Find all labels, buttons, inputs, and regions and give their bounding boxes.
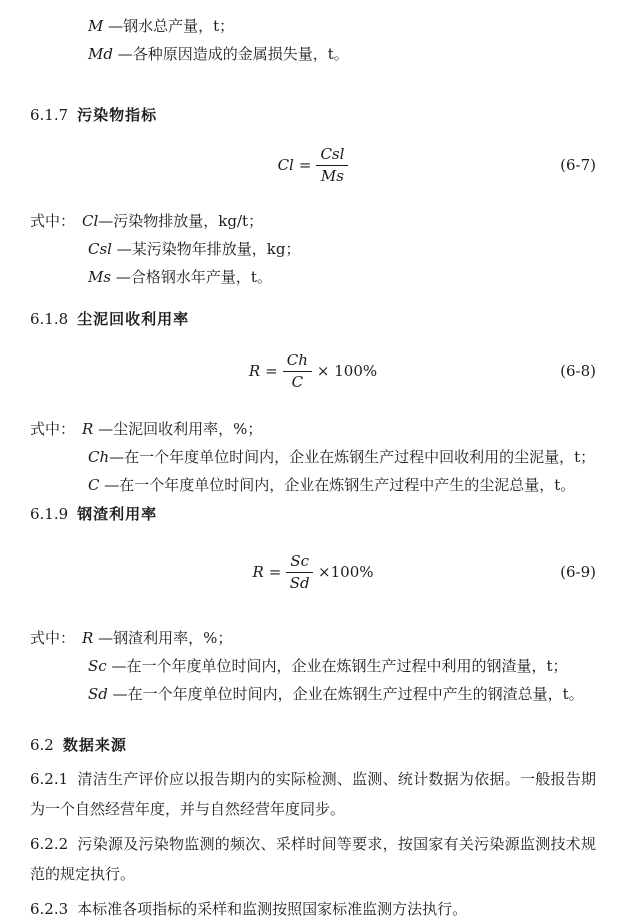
section-title: 钢渣利用率 (77, 505, 158, 523)
formula-6-7 (30, 137, 596, 193)
definition-text: —污染物排放量，kg/t； (98, 212, 264, 230)
section-number: 6.1.8 (30, 310, 69, 328)
paragraph-623 (30, 894, 596, 924)
variable-symbol: Ch (88, 448, 110, 466)
equation-number: (6-7) (560, 156, 596, 174)
definition-text: —钢渣利用率，%； (93, 629, 233, 647)
equals-sign: = (298, 156, 312, 174)
where-line (30, 443, 596, 471)
where-line (30, 415, 596, 443)
definition-line-md (30, 40, 596, 68)
definition-text: —在一个年度单位时间内，企业在炼钢生产过程中产生的钢渣总量，t。 (107, 685, 584, 703)
where-line (30, 680, 596, 708)
where-line (30, 235, 596, 263)
paragraph-622 (30, 829, 596, 889)
paragraph-text: 清洁生产评价应以报告期内的实际检测、监测、统计数据为依据。一般报告期为一个自然经营年度，并与自然经营年度同步。 (30, 770, 596, 818)
variable-symbol: Ms (88, 268, 112, 286)
variable-symbol: R (82, 629, 94, 647)
formula-6-8 (30, 343, 596, 399)
section-number: 6.1.7 (30, 106, 69, 124)
equation-lhs: R (248, 362, 261, 380)
fraction (283, 352, 312, 391)
equation (278, 146, 349, 185)
where-line (30, 207, 596, 235)
definition-text: —各种原因造成的金属损失量，t。 (112, 45, 349, 63)
equation-lhs: R (252, 563, 264, 581)
where-line (30, 263, 596, 291)
paragraph-number: 6.2.3 (30, 900, 69, 918)
formula-6-9 (30, 544, 596, 600)
section-number: 6.2 (30, 736, 54, 754)
variable-symbol: R (82, 420, 94, 438)
formula-suffix: ×100% (318, 563, 374, 581)
section-title: 尘泥回收利用率 (77, 310, 190, 328)
variable-symbol: Md (88, 45, 113, 63)
definition-text: —尘泥回收利用率，%； (93, 420, 263, 438)
where-line (30, 471, 596, 499)
variable-symbol: C (88, 476, 100, 494)
section-heading-618 (30, 306, 596, 333)
variable-symbol: Sc (88, 657, 107, 675)
where-line (30, 624, 596, 652)
definition-text: —在一个年度单位时间内，企业在炼钢生产过程中产生的尘泥总量，t。 (99, 476, 576, 494)
variable-symbol: M (88, 17, 104, 35)
fraction-numerator: Sc (286, 553, 313, 573)
fraction (316, 146, 348, 185)
where-label: 式中： (30, 629, 76, 647)
equals-sign: = (268, 563, 282, 581)
variable-symbol: Cl (82, 212, 99, 230)
paragraph-text: 本标准各项指标的采样和监测按照国家标准监测方法执行。 (77, 900, 468, 918)
fraction-denominator: C (291, 372, 304, 391)
variable-symbol: Csl (88, 240, 112, 258)
fraction-denominator: Sd (289, 573, 310, 592)
equation-lhs: Cl (277, 156, 294, 174)
where-label: 式中： (30, 420, 76, 438)
section-title: 污染物指标 (77, 106, 158, 124)
fraction-numerator: Ch (283, 352, 312, 372)
definition-text: —钢水总产量，t； (103, 17, 235, 35)
definition-text: —在一个年度单位时间内，企业在炼钢生产过程中利用的钢渣量，t； (106, 657, 568, 675)
fraction-denominator: Ms (320, 166, 344, 185)
equals-sign: = (265, 362, 278, 380)
fraction-numerator: Csl (316, 146, 348, 166)
definition-text: —合格钢水年产量，t。 (111, 268, 272, 286)
section-title: 数据来源 (62, 736, 127, 754)
where-label: 式中： (30, 212, 76, 230)
equation (249, 352, 377, 391)
equation (252, 553, 373, 592)
equation-number: (6-9) (560, 563, 596, 581)
paragraph-text: 污染源及污染物监测的频次、采样时间等要求，按国家有关污染源监测技术规范的规定执行。 (30, 835, 596, 883)
definition-text: —某污染物年排放量，kg； (111, 240, 301, 258)
section-heading-619 (30, 501, 596, 528)
paragraph-number: 6.2.2 (30, 835, 69, 853)
where-line (30, 652, 596, 680)
paragraph-number: 6.2.1 (30, 770, 69, 788)
formula-suffix: × 100% (316, 362, 378, 380)
section-heading-617 (30, 102, 596, 129)
definition-text: —在一个年度单位时间内，企业在炼钢生产过程中回收利用的尘泥量，t； (109, 448, 596, 466)
variable-symbol: Sd (88, 685, 108, 703)
definition-line-m (30, 12, 596, 40)
section-heading-62 (30, 732, 596, 759)
paragraph-621 (30, 764, 596, 824)
equation-number: (6-8) (560, 362, 596, 380)
section-number: 6.1.9 (30, 505, 69, 523)
fraction (286, 553, 313, 592)
